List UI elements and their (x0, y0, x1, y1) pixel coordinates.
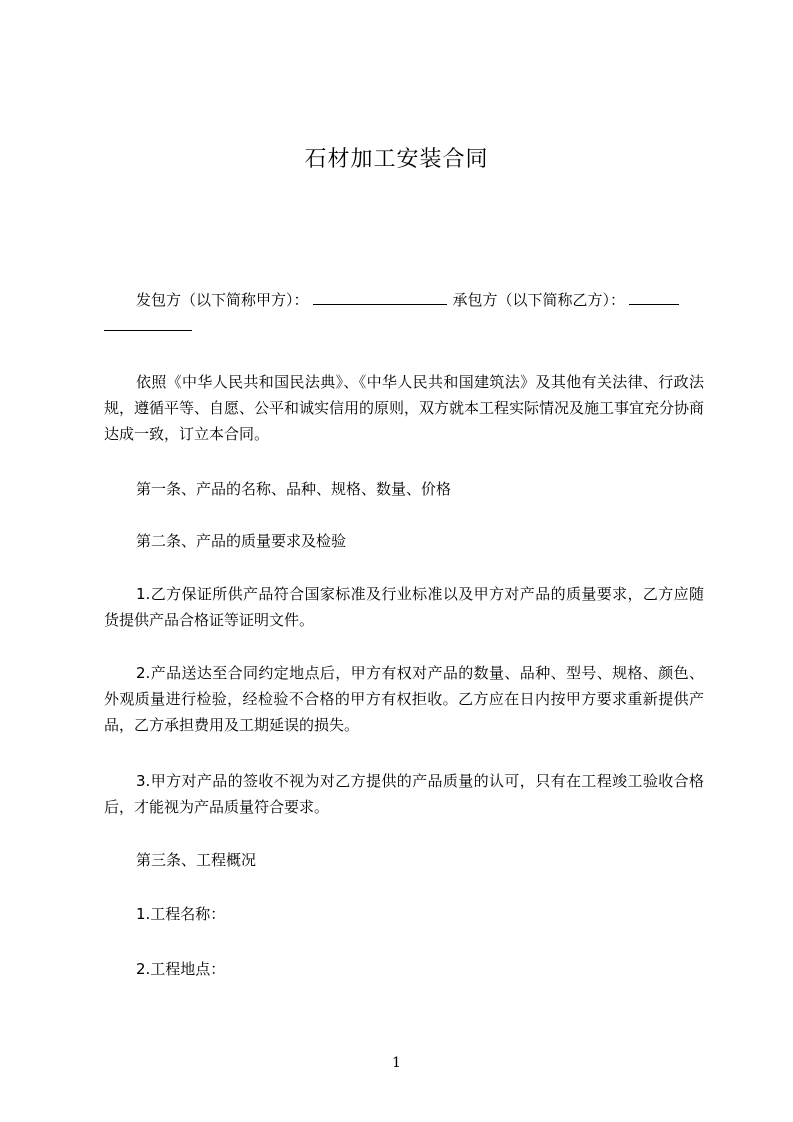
party-b-blank-continued (104, 316, 192, 331)
party-line-continued (104, 313, 192, 339)
party-b-blank (629, 290, 679, 305)
clause-2-1: 1.乙方保证所供产品符合国家标准及行业标准以及甲方对产品的质量要求，乙方应随货提供产品合格证等证明文件。 (104, 585, 704, 629)
clause-2-3: 3.甲方对产品的签收不视为对乙方提供的产品质量的认可，只有在工程竣工验收合格后，才能视为产品质量符合要求。 (104, 772, 704, 816)
party-a-label: 发包方（以下简称甲方）： (136, 291, 309, 309)
article-3-heading: 第三条、工程概况 (136, 851, 257, 869)
clause-3-2: 2.工程地点： (136, 960, 226, 978)
clause-3-1: 1.工程名称： (136, 905, 226, 923)
article-1-heading: 第一条、产品的名称、品种、规格、数量、价格 (136, 480, 452, 498)
clause-2-2: 2.产品送达至合同约定地点后，甲方有权对产品的数量、品种、型号、规格、颜色、外观质量进行检验，经检验不合格的甲方有权拒收。乙方应在日内按甲方要求重新提供产品，乙方承担费用及工期延误的损失。 (104, 664, 704, 734)
party-line (136, 287, 679, 313)
party-a-blank (313, 290, 447, 305)
preamble-paragraph: 依照《中华人民共和国民法典》、《中华人民共和国建筑法》及其他有关法律、行政法规，遵循平等、自愿、公平和诚实信用的原则，双方就本工程实际情况及施工事宜充分协商达成一致，订立本合同。 (104, 373, 705, 443)
document-title: 石材加工安装合同 (304, 147, 489, 172)
party-b-label: 承包方（以下简称乙方）： (452, 291, 626, 309)
article-2-heading: 第二条、产品的质量要求及检验 (136, 532, 347, 550)
page-number: 1 (392, 1055, 401, 1071)
